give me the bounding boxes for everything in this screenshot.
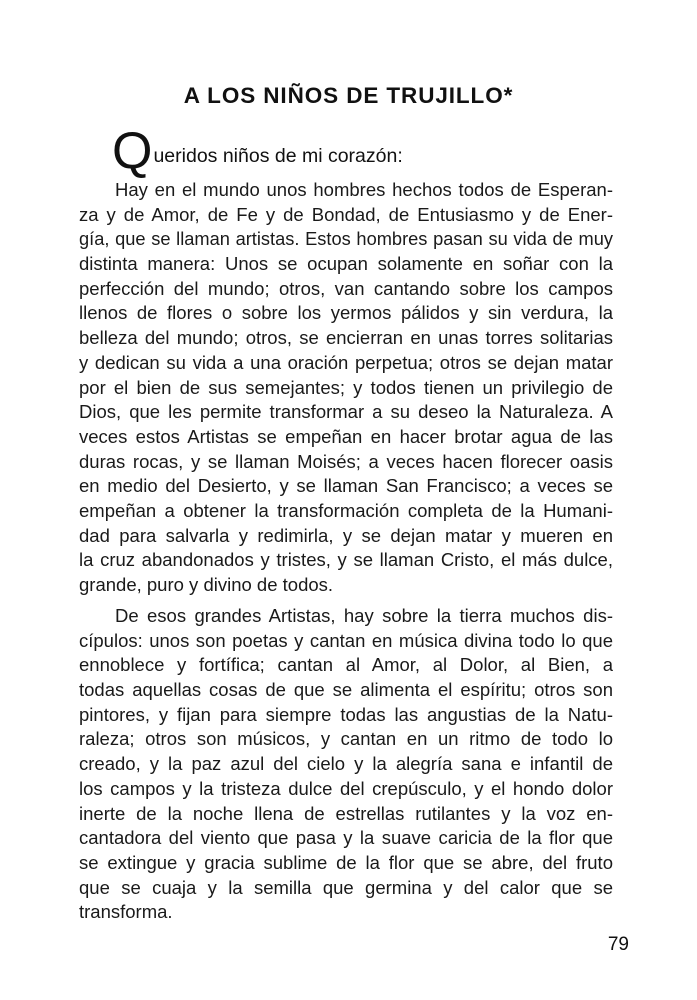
salutation-text: ueridos niños de mi corazón: bbox=[153, 145, 403, 167]
text-line: inerte de la noche llena de estrellas rutilantes y la voz en- bbox=[79, 802, 613, 824]
text-line: se extingue y gracia sublime de la flor que se abre, del fruto bbox=[79, 851, 613, 873]
text-line: pintores, y fijan para siempre todas las angustias de la Natu- bbox=[79, 703, 613, 725]
text-line: en medio del Desierto, y se llaman San Francisco; a veces se bbox=[79, 475, 613, 497]
text-line: los campos y la tristeza dulce del crepúsculo, y el hondo dolor bbox=[79, 777, 613, 799]
text-line: ennoblece y fortífica; cantan al Amor, al Dolor, al Bien, a bbox=[79, 654, 613, 676]
page-number: 79 bbox=[607, 934, 629, 955]
text-line: y dedican su vida a una oración perpetua; otros se dejan matar bbox=[79, 351, 613, 373]
text-line: De esos grandes Artistas, hay sobre la tierra muchos dis- bbox=[115, 605, 613, 626]
text-line: perfección del mundo; otros, van cantando sobre los campos bbox=[79, 277, 613, 299]
text-line: llenos de flores o sobre los yermos pálidos y sin verdura, la bbox=[79, 302, 613, 324]
chapter-title: A LOS NIÑOS DE TRUJILLO* bbox=[183, 83, 514, 108]
text-line: duras rocas, y se llaman Moisés; a veces hacen florecer oasis bbox=[79, 450, 613, 472]
text-line: por el bien de sus semejantes; y todos tienen un privilegio de bbox=[79, 376, 613, 398]
text-line: creado, y la paz azul del cielo y la alegría sana e infantil de bbox=[79, 753, 613, 775]
text-line: la cruz abandonados y tristes, y se llaman Cristo, el más dulce, bbox=[79, 549, 613, 571]
text-line: que se cuaja y la semilla que germina y del calor que se bbox=[79, 876, 613, 898]
drop-cap: Q bbox=[112, 122, 153, 180]
salutation bbox=[112, 122, 403, 180]
text-line: belleza del mundo; otros, se encierran en unas torres solitarias bbox=[79, 327, 613, 349]
text-line: Dios, que les permite transformar a su deseo la Naturaleza. A bbox=[79, 401, 613, 423]
paragraph-1 bbox=[79, 178, 613, 598]
text-line: transforma. bbox=[79, 901, 173, 923]
text-line: za y de Amor, de Fe y de Bondad, de Entusiasmo y de Ener- bbox=[79, 203, 613, 225]
text-line: distinta manera: Unos se ocupan solamente en soñar con la bbox=[79, 253, 613, 275]
text-line: todas aquellas cosas de que se alimenta el espíritu; otros son bbox=[79, 679, 613, 701]
text-line: raleza; otros son músicos, y cantan en un ritmo de todo lo bbox=[79, 728, 613, 750]
text-line: gía, que se llaman artistas. Estos hombres pasan su vida de muy bbox=[79, 228, 613, 250]
text-line: grande, puro y divino de todos. bbox=[79, 574, 334, 595]
text-line: Hay en el mundo unos hombres hechos todos de Esperan- bbox=[115, 179, 613, 200]
paragraph-2 bbox=[79, 604, 613, 925]
text-line: empeñan a obtener la transformación completa de la Humani- bbox=[79, 499, 613, 521]
text-line: dad para salvarla y redimirla, y se dejan matar y mueren en bbox=[79, 524, 613, 546]
text-line: veces estos Artistas se empeñan en hacer brotar agua de las bbox=[79, 425, 613, 447]
text-line: cípulos: unos son poetas y cantan en música divina todo lo que bbox=[79, 629, 613, 651]
text-line: cantadora del viento que pasa y la suave caricia de la flor que bbox=[79, 827, 613, 849]
